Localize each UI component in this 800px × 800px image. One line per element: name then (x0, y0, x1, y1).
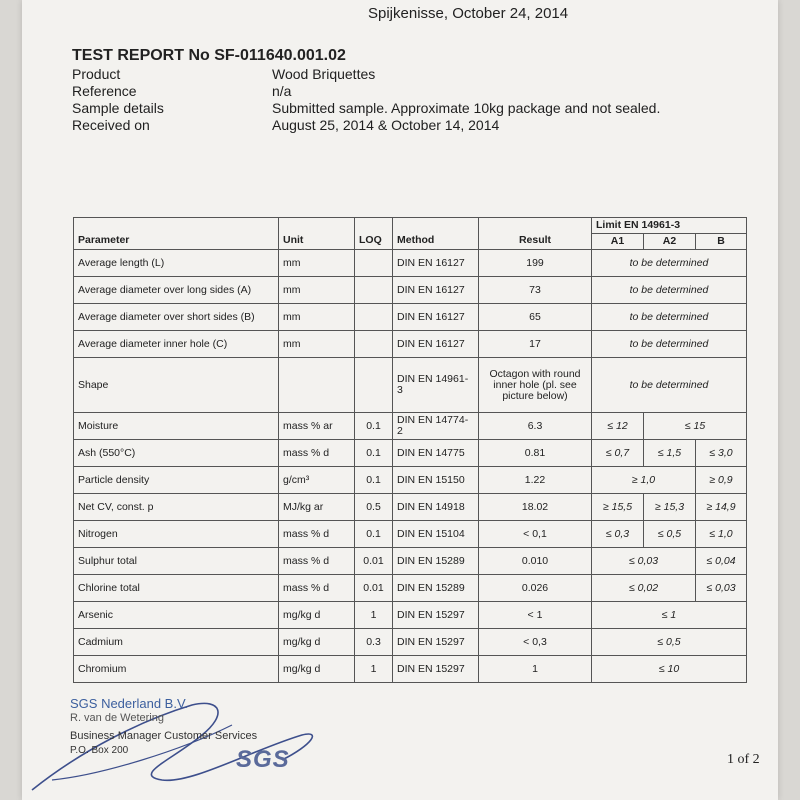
cell-loq: 0.1 (355, 521, 393, 548)
cell-method: DIN EN 16127 (393, 277, 479, 304)
cell-parameter: Average diameter over long sides (A) (74, 277, 279, 304)
cell-limit: to be determined (592, 304, 747, 331)
cell-limit-b: ≥ 14,9 (696, 494, 747, 521)
cell-parameter: Chromium (74, 656, 279, 683)
cell-result: 17 (479, 331, 592, 358)
meta-value: Submitted sample. Approximate 10kg package and not sealed. (272, 100, 661, 116)
table-row (74, 250, 747, 277)
cell-unit: mass % d (279, 548, 355, 575)
cell-loq (355, 358, 393, 413)
cell-parameter: Average diameter over short sides (B) (74, 304, 279, 331)
cell-limit-a1-a2: ≤ 0,02 (592, 575, 696, 602)
cell-method: DIN EN 16127 (393, 331, 479, 358)
table-row (74, 440, 747, 467)
cell-parameter: Sulphur total (74, 548, 279, 575)
cell-parameter: Particle density (74, 467, 279, 494)
cell-limit-a1: ≤ 12 (592, 413, 644, 440)
col-header-a1: A1 (592, 234, 644, 250)
col-header-parameter: Parameter (74, 218, 279, 250)
cell-method: DIN EN 14918 (393, 494, 479, 521)
cell-limit: to be determined (592, 358, 747, 413)
cell-unit: mass % d (279, 521, 355, 548)
col-header-b: B (696, 234, 747, 250)
results-table (73, 217, 747, 683)
cell-result: 6.3 (479, 413, 592, 440)
cell-method: DIN EN 14961-3 (393, 358, 479, 413)
table-row (74, 358, 747, 413)
table-row (74, 575, 747, 602)
cell-loq: 0.1 (355, 467, 393, 494)
cell-limit-a1-a2: ≥ 1,0 (592, 467, 696, 494)
cell-parameter: Nitrogen (74, 521, 279, 548)
meta-row-sample-details (72, 100, 660, 117)
cell-limit: ≤ 10 (592, 656, 747, 683)
cell-method: DIN EN 15104 (393, 521, 479, 548)
cell-method: DIN EN 15297 (393, 656, 479, 683)
cell-unit: mm (279, 277, 355, 304)
signatory-name: R. van de Wetering (70, 712, 164, 724)
cell-parameter: Net CV, const. p (74, 494, 279, 521)
cell-result: < 0,1 (479, 521, 592, 548)
cell-result: 1 (479, 656, 592, 683)
cell-unit (279, 358, 355, 413)
cell-result: 18.02 (479, 494, 592, 521)
cell-method: DIN EN 16127 (393, 304, 479, 331)
cell-limit: to be determined (592, 331, 747, 358)
results-table-wrap (73, 217, 746, 683)
cell-limit-a1: ≥ 15,5 (592, 494, 644, 521)
cell-parameter: Average length (L) (74, 250, 279, 277)
table-row (74, 656, 747, 683)
meta-row-received-on (72, 117, 660, 134)
cell-parameter: Average diameter inner hole (C) (74, 331, 279, 358)
cell-unit: mm (279, 250, 355, 277)
cell-result: 199 (479, 250, 592, 277)
table-row (74, 548, 747, 575)
meta-label: Product (72, 66, 121, 82)
cell-unit: mass % ar (279, 413, 355, 440)
cell-loq: 1 (355, 602, 393, 629)
col-header-method: Method (393, 218, 479, 250)
table-row (74, 629, 747, 656)
table-row (74, 467, 747, 494)
cell-method: DIN EN 15297 (393, 602, 479, 629)
cell-unit: g/cm³ (279, 467, 355, 494)
cell-parameter: Cadmium (74, 629, 279, 656)
cell-unit: mg/kg d (279, 656, 355, 683)
cell-result: 0.010 (479, 548, 592, 575)
meta-label: Sample details (72, 100, 164, 116)
company-address: P.O. Box 200 (70, 745, 129, 756)
cell-parameter: Shape (74, 358, 279, 413)
cell-loq: 1 (355, 656, 393, 683)
cell-limit-b: ≤ 0,04 (696, 548, 747, 575)
col-header-unit: Unit (279, 218, 355, 250)
meta-row-product (72, 66, 660, 83)
table-row (74, 521, 747, 548)
meta-label: Received on (72, 117, 150, 133)
page-number: 1 of 2 (727, 752, 760, 767)
cell-parameter: Chlorine total (74, 575, 279, 602)
cell-result: 1.22 (479, 467, 592, 494)
cell-loq: 0.1 (355, 413, 393, 440)
cell-limit-a1: ≤ 0,7 (592, 440, 644, 467)
col-header-a2: A2 (644, 234, 696, 250)
signatory-title: Business Manager Customer Services (70, 730, 258, 742)
cell-method: DIN EN 15150 (393, 467, 479, 494)
table-row (74, 494, 747, 521)
cell-limit-a1: ≤ 0,3 (592, 521, 644, 548)
cell-limit-b: ≥ 0,9 (696, 467, 747, 494)
cell-loq: 0.01 (355, 575, 393, 602)
cell-limit-b: ≤ 3,0 (696, 440, 747, 467)
report-meta (72, 66, 660, 134)
meta-value: Wood Briquettes (272, 66, 376, 82)
cell-result: 73 (479, 277, 592, 304)
cell-parameter: Arsenic (74, 602, 279, 629)
cell-method: DIN EN 15289 (393, 548, 479, 575)
cell-result: 0.81 (479, 440, 592, 467)
cell-limit-a2: ≤ 1,5 (644, 440, 696, 467)
cell-loq: 0.3 (355, 629, 393, 656)
cell-parameter: Ash (550°C) (74, 440, 279, 467)
cell-method: DIN EN 15297 (393, 629, 479, 656)
cell-limit-b: ≤ 1,0 (696, 521, 747, 548)
table-row (74, 304, 747, 331)
col-header-limit: Limit EN 14961-3 (592, 218, 747, 234)
cell-loq: 0.1 (355, 440, 393, 467)
table-row (74, 331, 747, 358)
table-row (74, 277, 747, 304)
cell-method: DIN EN 16127 (393, 250, 479, 277)
cell-loq (355, 304, 393, 331)
cell-result: 65 (479, 304, 592, 331)
cell-parameter: Moisture (74, 413, 279, 440)
meta-value: August 25, 2014 & October 14, 2014 (272, 117, 500, 133)
cell-limit-a2: ≤ 0,5 (644, 521, 696, 548)
cell-result: Octagon with round inner hole (pl. see picture below) (479, 358, 592, 413)
cell-limit: ≤ 1 (592, 602, 747, 629)
cell-limit-a2: ≥ 15,3 (644, 494, 696, 521)
col-header-loq: LOQ (355, 218, 393, 250)
cell-limit: to be determined (592, 250, 747, 277)
cell-loq (355, 250, 393, 277)
cell-limit: to be determined (592, 277, 747, 304)
cell-limit-a1-a2: ≤ 0,03 (592, 548, 696, 575)
cell-loq: 0.5 (355, 494, 393, 521)
table-row (74, 602, 747, 629)
sgs-logo: SGS (236, 746, 290, 773)
cell-unit: mg/kg d (279, 629, 355, 656)
col-header-result: Result (479, 218, 592, 250)
cell-result: < 1 (479, 602, 592, 629)
company-name: SGS Nederland B.V. (70, 696, 189, 711)
cell-loq: 0.01 (355, 548, 393, 575)
cell-method: DIN EN 15289 (393, 575, 479, 602)
cell-result: < 0,3 (479, 629, 592, 656)
cell-method: DIN EN 14775 (393, 440, 479, 467)
meta-row-reference (72, 83, 660, 100)
cell-unit: mm (279, 331, 355, 358)
cell-limit-a2-b: ≤ 15 (644, 413, 747, 440)
meta-value: n/a (272, 83, 292, 99)
cell-unit: mass % d (279, 575, 355, 602)
cell-unit: MJ/kg ar (279, 494, 355, 521)
cell-result: 0.026 (479, 575, 592, 602)
cell-limit-b: ≤ 0,03 (696, 575, 747, 602)
cell-loq (355, 277, 393, 304)
cell-method: DIN EN 14774-2 (393, 413, 479, 440)
document-page (22, 0, 778, 800)
meta-label: Reference (72, 83, 137, 99)
cell-unit: mass % d (279, 440, 355, 467)
cell-loq (355, 331, 393, 358)
place-date: Spijkenisse, October 24, 2014 (368, 5, 569, 22)
report-title: TEST REPORT No SF-011640.001.02 (72, 47, 346, 64)
cell-unit: mg/kg d (279, 602, 355, 629)
table-row (74, 413, 747, 440)
cell-unit: mm (279, 304, 355, 331)
cell-limit: ≤ 0,5 (592, 629, 747, 656)
